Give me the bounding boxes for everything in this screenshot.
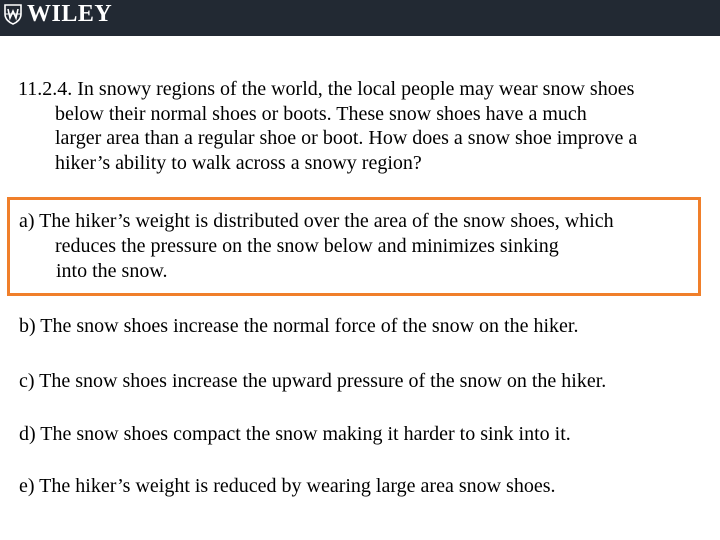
answer-choice-a[interactable] xyxy=(19,209,614,284)
answer-text: c) The snow shoes increase the upward pressure of the snow on the hiker. xyxy=(19,370,607,392)
question-line: below their normal shoes or boots. These snow shoes have a much xyxy=(55,102,587,125)
answer-choice-d[interactable] xyxy=(19,422,571,447)
wiley-shield-icon xyxy=(2,3,24,25)
answer-line: reduces the pressure on the snow below and minimizes sinking xyxy=(55,235,559,257)
question-line: hiker’s ability to walk across a snowy region? xyxy=(55,151,422,174)
answer-choice-e[interactable] xyxy=(19,474,556,499)
question-line: 11.2.4. In snowy regions of the world, the local people may wear snow shoes xyxy=(18,78,635,100)
answer-choice-b[interactable] xyxy=(19,314,578,339)
answer-line: into the snow. xyxy=(56,260,168,282)
answer-text: b) The snow shoes increase the normal force of the snow on the hiker. xyxy=(19,315,579,337)
question-line: larger area than a regular shoe or boot. How does a snow shoe improve a xyxy=(55,127,638,149)
header-bar xyxy=(0,0,720,36)
answer-line: a) The hiker’s weight is distributed over the area of the snow shoes, which xyxy=(19,210,614,232)
answer-text: d) The snow shoes compact the snow making it harder to sink into it. xyxy=(19,423,571,445)
wiley-logo xyxy=(2,1,112,27)
brand-name: WILEY xyxy=(27,1,113,27)
question-text xyxy=(18,77,708,175)
answer-text: e) The hiker’s weight is reduced by wearing large area snow shoes. xyxy=(19,475,556,497)
answer-choice-c[interactable] xyxy=(19,369,606,394)
